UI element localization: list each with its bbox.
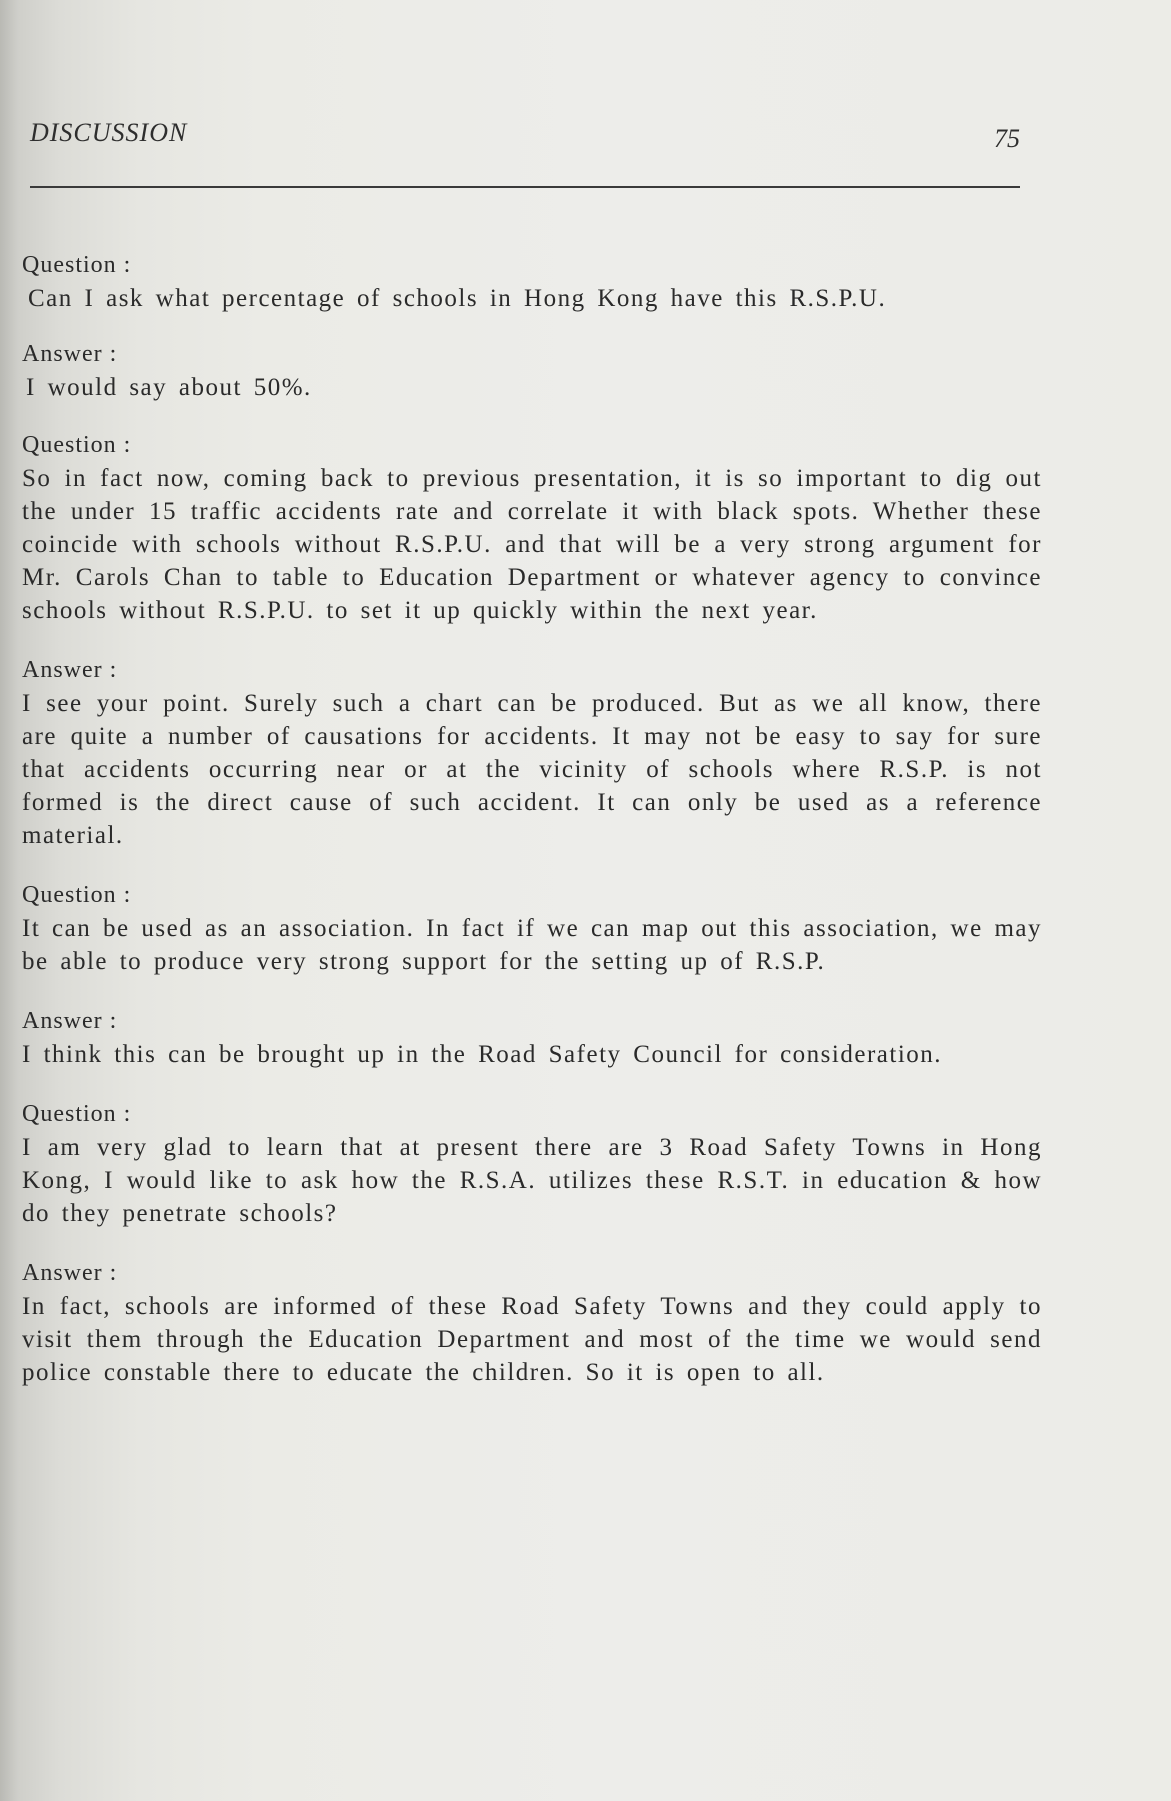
qa-entry xyxy=(22,430,1042,627)
question-text: Can I ask what percentage of schools in Hong Kong have this R.S.P.U. xyxy=(28,285,887,312)
question-label: Question : xyxy=(22,252,132,278)
qa-entry xyxy=(22,339,1042,404)
answer-text: I think this can be brought up in the Road Safety Council for consideration. xyxy=(22,1041,943,1068)
qa-entry xyxy=(22,655,1042,852)
answer-text: In fact, schools are informed of these Road Safety Towns and they could apply to visit them through the Education Department and most of the time we would send police constable there to educate the children. So it is open to all. xyxy=(22,1293,1042,1386)
answer-label: Answer : xyxy=(22,341,118,367)
question-text: It can be used as an association. In fact if we can map out this association, we may be able to produce very strong support for the setting up of R.S.P. xyxy=(22,915,1042,975)
running-head: DISCUSSION xyxy=(30,118,188,147)
answer-label: Answer : xyxy=(22,1008,118,1034)
question-label: Question : xyxy=(22,1101,132,1127)
question-text: I am very glad to learn that at present there are 3 Road Safety Towns in Hong Kong, I would like to ask how the R.S.A. utilizes these R.S.T. in education & how do they penetrate schools? xyxy=(22,1134,1042,1227)
qa-entry xyxy=(22,1099,1042,1230)
discussion-body xyxy=(22,250,1042,1389)
answer-text: I would say about 50%. xyxy=(26,374,312,401)
question-label: Question : xyxy=(22,882,132,908)
answer-label: Answer : xyxy=(22,657,118,683)
qa-entry xyxy=(22,880,1042,978)
answer-text: I see your point. Surely such a chart can be produced. But as we all know, there are quite a number of causations for accidents. It may not be easy to say for sure that accidents occurring near or at the vicinity of schools where R.S.P. is not formed is the direct cause of such accident. It can only be used as a reference material. xyxy=(22,690,1042,849)
qa-entry xyxy=(22,1258,1042,1389)
qa-entry xyxy=(22,1006,1042,1071)
question-text: So in fact now, coming back to previous presentation, it is so important to dig out the under 15 traffic accidents rate and correlate it with black spots. Whether these coincide with schools without R.S.P.U. and that will be a very strong argument for Mr. Carols Chan to table to Education Department or whatever agency to convince schools without R.S.P.U. to set it up quickly within the next year. xyxy=(22,465,1042,624)
header-rule xyxy=(30,186,1020,188)
answer-label: Answer : xyxy=(22,1260,118,1286)
page-number: 75 xyxy=(994,124,1020,153)
qa-entry xyxy=(22,250,1042,315)
question-label: Question : xyxy=(22,432,132,458)
page-header xyxy=(30,118,1020,158)
